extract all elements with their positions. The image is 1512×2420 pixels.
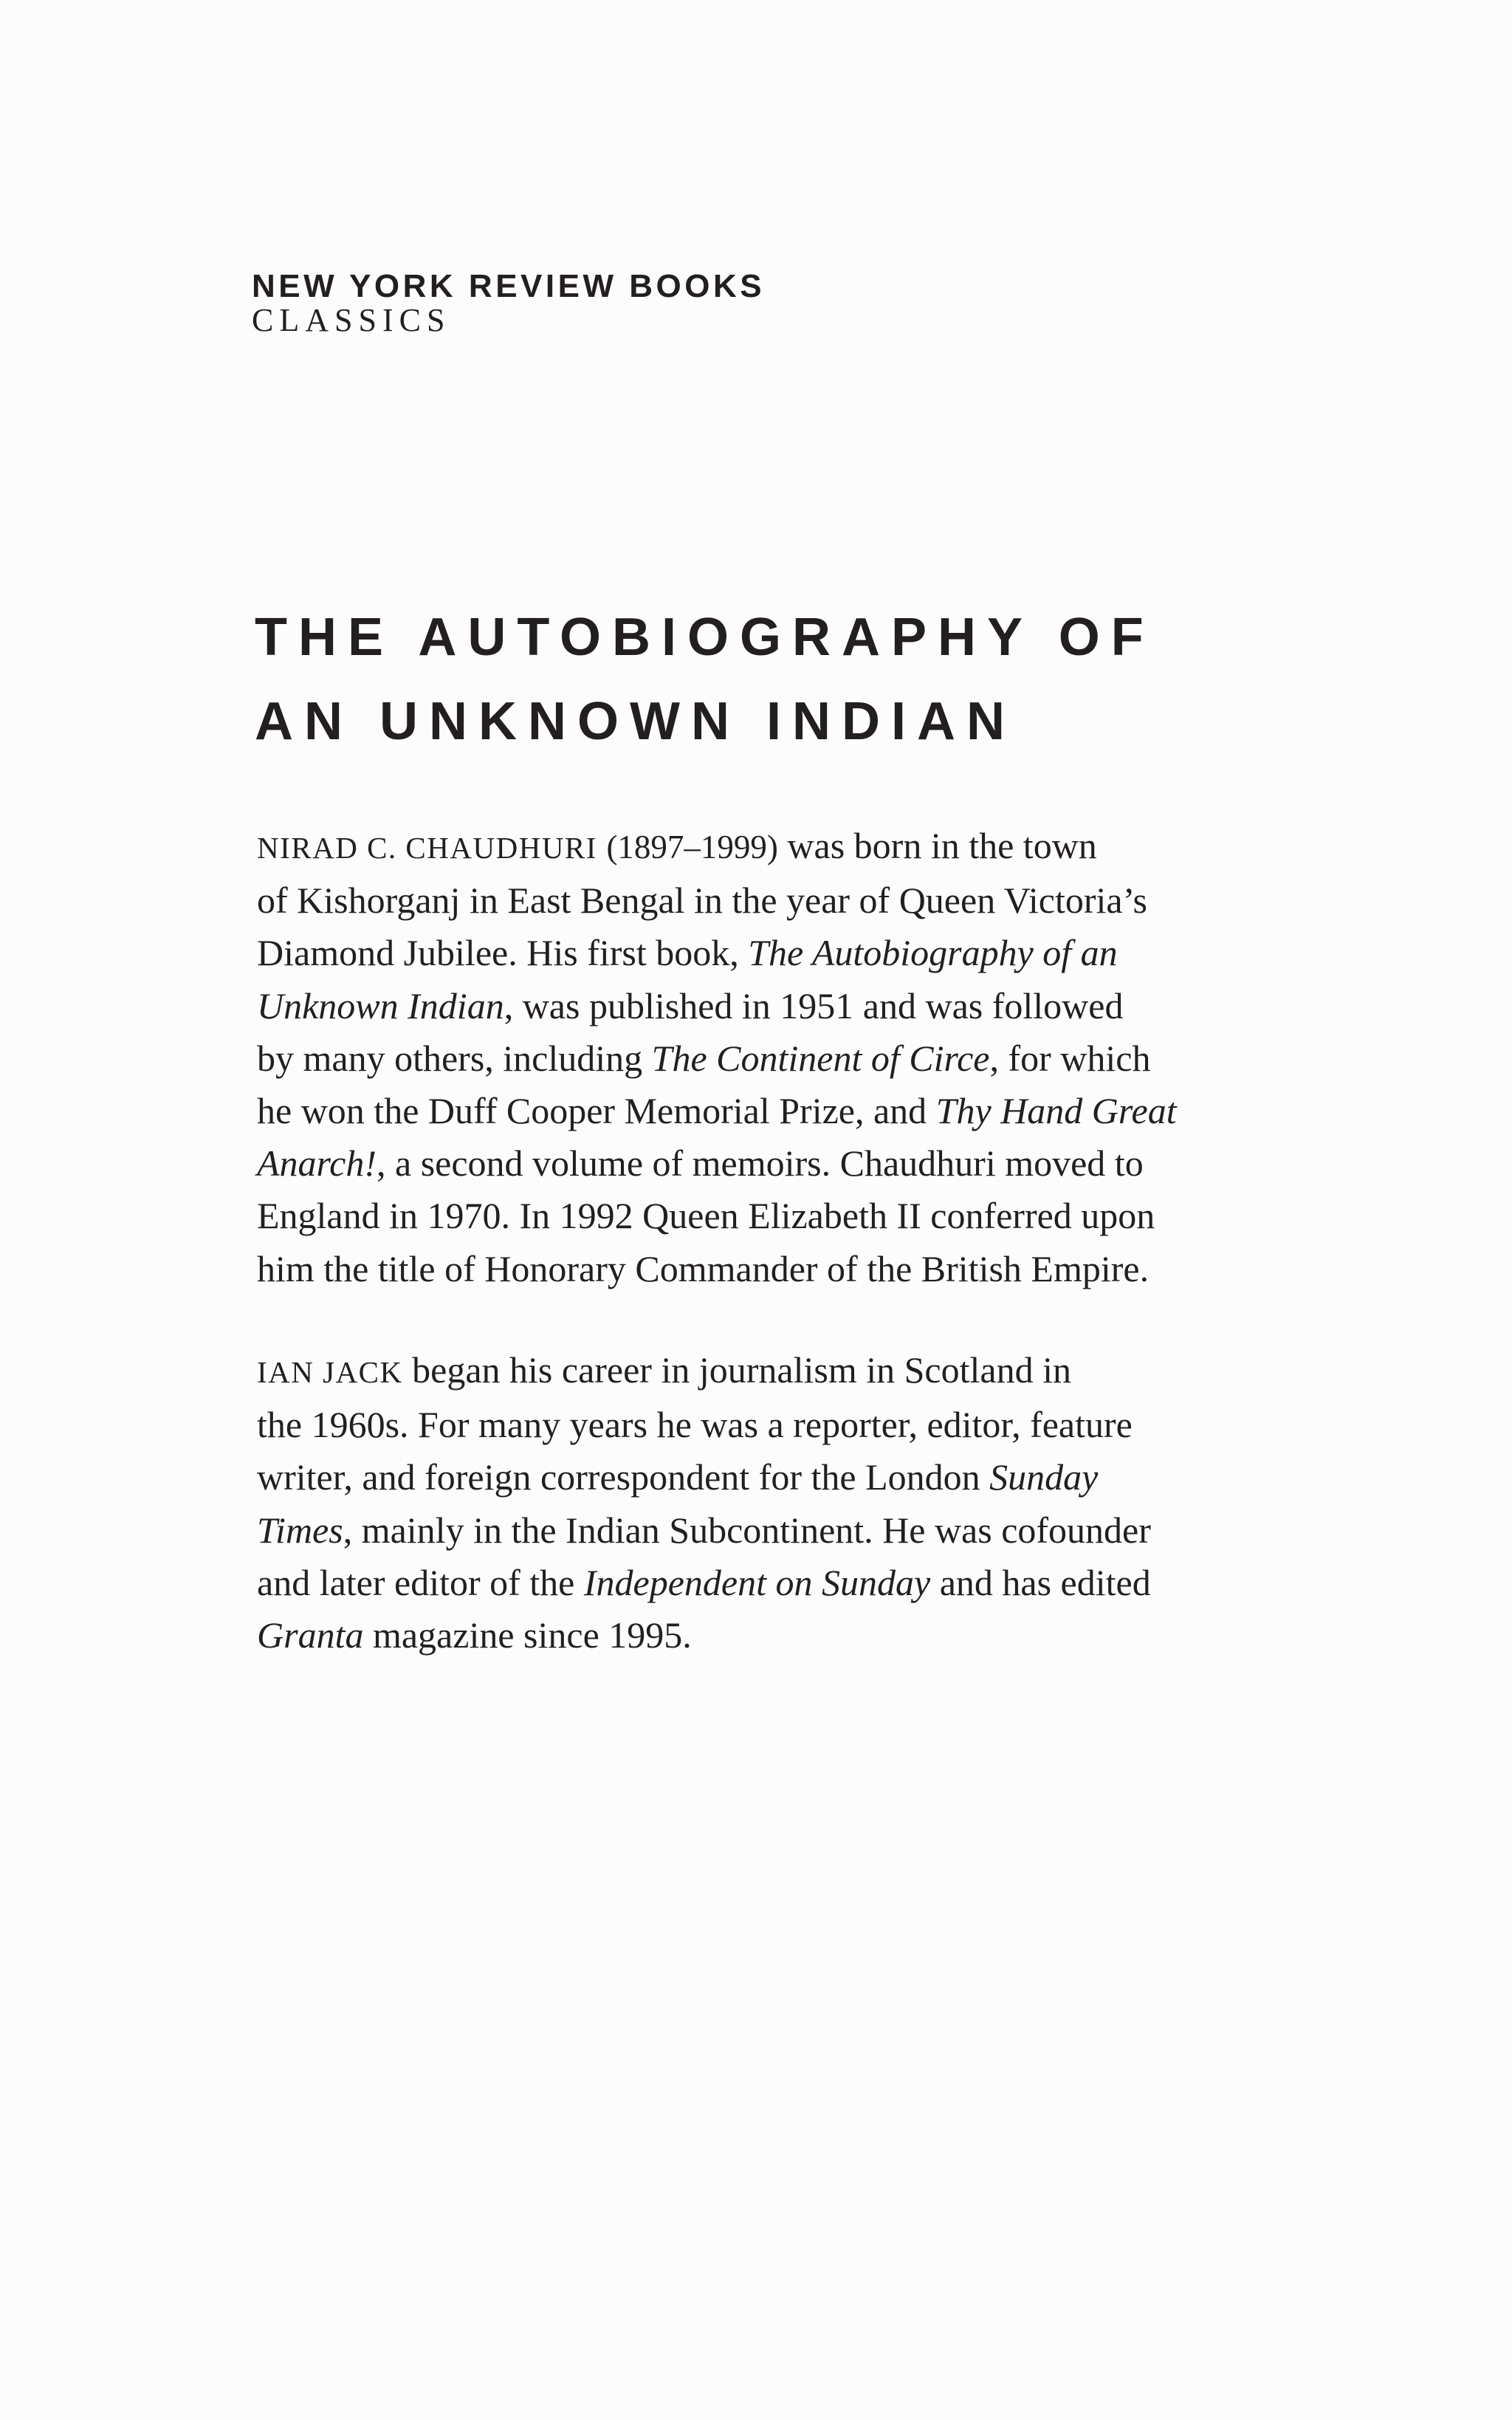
author-bio-text: , for which: [989, 1037, 1151, 1079]
publication-title: Granta: [257, 1614, 364, 1656]
author-bio-text: , a second volume of memoirs. Chaudhuri moved to: [377, 1142, 1144, 1185]
author-bio-line: [257, 1085, 1291, 1137]
introducer-bio-text: and has edited: [930, 1561, 1151, 1603]
introducer-bio-text: magazine since 1995.: [363, 1614, 692, 1656]
author-dates: (1897–1999): [606, 829, 778, 865]
book-title: [255, 595, 1155, 764]
author-bio-line: [257, 820, 1291, 874]
introducer-bio-line: [257, 1344, 1291, 1399]
author-bio-line: of Kishorganj in East Bengal in the year of Queen Victoria’s: [257, 880, 1147, 922]
book-title-reference: Unknown Indian: [257, 984, 504, 1026]
author-bio-text: , was published in 1951 and was followed: [504, 984, 1124, 1026]
introducer-bio-line: [257, 1451, 1291, 1504]
series-header: [252, 270, 765, 337]
introducer-bio-line: the 1960s. For many years he was a reporter, editor, feature: [257, 1404, 1133, 1446]
book-title-reference: Anarch!: [257, 1142, 377, 1185]
author-bio-line: [257, 980, 1291, 1032]
series-line: CLASSICS: [252, 302, 451, 338]
introducer-name: IAN JACK: [257, 1355, 403, 1389]
author-bio: [257, 820, 1291, 1295]
introducer-bio-text: and later editor of the: [257, 1561, 584, 1603]
publication-title: Independent on Sunday: [583, 1561, 931, 1603]
introducer-bio: [257, 1344, 1291, 1662]
author-bio-line: [257, 1137, 1291, 1190]
book-title-reference: Thy Hand Great: [935, 1090, 1177, 1132]
publication-title: Times: [257, 1509, 343, 1551]
introducer-bio-line: [257, 1609, 1291, 1662]
series-imprint: NEW YORK REVIEW BOOKS: [252, 268, 766, 304]
introducer-bio-line: [257, 1557, 1291, 1609]
author-bio-line: [257, 1032, 1291, 1085]
author-bio-text: by many others, including: [257, 1037, 652, 1079]
introducer-bio-line: [257, 1504, 1291, 1557]
book-title-reference: The Autobiography of an: [748, 932, 1118, 974]
introducer-bio-text: began his career in journalism in Scotland in: [402, 1349, 1071, 1391]
introducer-bio-text: writer, and foreign correspondent for the London: [257, 1456, 990, 1498]
book-title-line-1: THE AUTOBIOGRAPHY OF: [255, 608, 1155, 667]
author-bio-text: was born in the town: [777, 825, 1097, 866]
author-name: NIRAD C. CHAUDHURI: [257, 831, 597, 865]
introducer-bio-text: , mainly in the Indian Subcontinent. He was cofounder: [343, 1509, 1151, 1551]
book-title-reference: The Continent of Circe: [651, 1037, 990, 1079]
author-bio-text: he won the Duff Cooper Memorial Prize, and: [257, 1090, 936, 1132]
book-title-line-2: AN UNKNOWN INDIAN: [255, 692, 1016, 751]
author-bio-line: him the title of Honorary Commander of the British Empire.: [257, 1247, 1150, 1289]
author-bio-line: England in 1970. In 1992 Queen Elizabeth II conferred upon: [257, 1195, 1155, 1237]
publication-title: Sunday: [989, 1456, 1099, 1498]
author-bio-text: Diamond Jubilee. His first book,: [257, 932, 749, 974]
author-bio-line: [257, 927, 1291, 979]
